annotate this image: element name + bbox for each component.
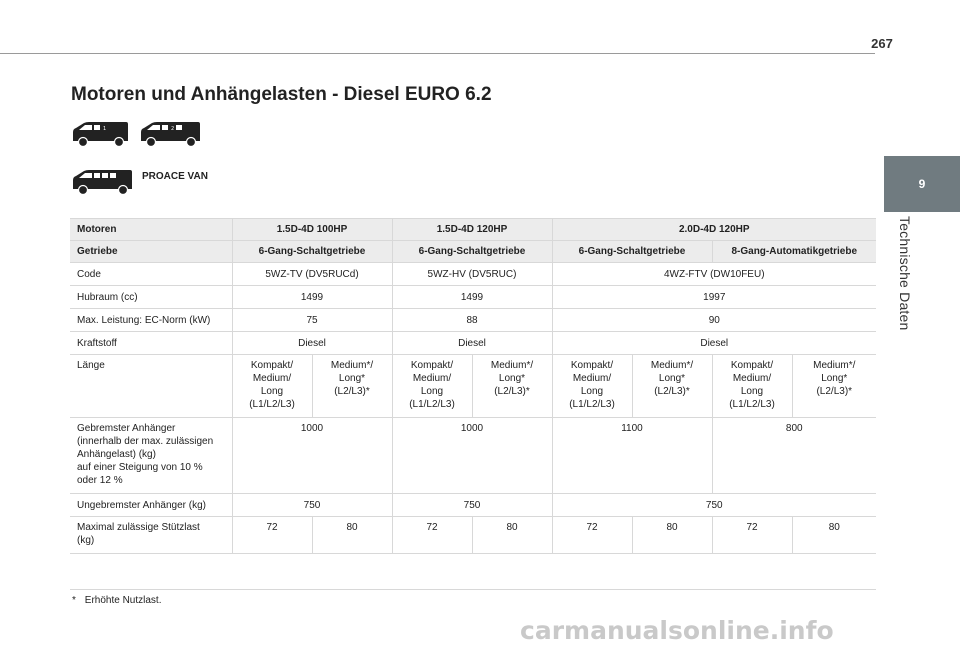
nose-load-row bbox=[70, 517, 876, 554]
code-row bbox=[70, 263, 876, 286]
model-label: PROACE VAN bbox=[142, 171, 208, 182]
length-compact-cell: Kompakt/ Medium/ Long (L1/L2/L3) bbox=[552, 355, 632, 418]
unbraked-trailer-row bbox=[70, 494, 876, 517]
nose-load-cell: 80 bbox=[632, 517, 712, 554]
nose-load-cell: 72 bbox=[392, 517, 472, 554]
fuel-cell: Diesel bbox=[232, 332, 392, 355]
van-long-icon bbox=[138, 120, 202, 148]
row-label: Kraftstoff bbox=[70, 332, 232, 355]
unbraked-trailer-cell: 750 bbox=[232, 494, 392, 517]
power-cell: 75 bbox=[232, 309, 392, 332]
displacement-row bbox=[70, 286, 876, 309]
gearbox-cell: 6-Gang-Schaltgetriebe bbox=[392, 241, 552, 263]
row-label: Getriebe bbox=[70, 241, 232, 263]
displacement-cell: 1997 bbox=[552, 286, 876, 309]
braked-trailer-cell: 800 bbox=[712, 418, 876, 494]
footnote-mark: * bbox=[72, 595, 76, 606]
braked-trailer-row bbox=[70, 418, 876, 494]
top-divider bbox=[0, 53, 875, 54]
footnote bbox=[72, 595, 162, 606]
nose-load-cell: 72 bbox=[232, 517, 312, 554]
engine-cell: 1.5D-4D 120HP bbox=[392, 219, 552, 241]
watermark: carmanualsonline.info bbox=[520, 616, 834, 645]
length-compact-cell: Kompakt/ Medium/ Long (L1/L2/L3) bbox=[392, 355, 472, 418]
footnote-text: Erhöhte Nutzlast. bbox=[84, 595, 162, 606]
engine-specs-table bbox=[70, 218, 876, 554]
length-medium-cell: Medium*/ Long* (L2/L3)* bbox=[312, 355, 392, 418]
code-cell: 5WZ-HV (DV5RUC) bbox=[392, 263, 552, 286]
power-cell: 90 bbox=[552, 309, 876, 332]
braked-trailer-cell: 1100 bbox=[552, 418, 712, 494]
row-label: Gebremster Anhänger (innerhalb der max. zulässigen Anhängelast) (kg) auf einer Steigung von 10 % oder 12 % bbox=[70, 418, 232, 494]
page-number: 267 bbox=[871, 36, 893, 51]
row-label: Maximal zulässige Stützlast (kg) bbox=[70, 517, 232, 554]
power-cell: 88 bbox=[392, 309, 552, 332]
engine-cell: 1.5D-4D 100HP bbox=[232, 219, 392, 241]
length-compact-cell: Kompakt/ Medium/ Long (L1/L2/L3) bbox=[232, 355, 312, 418]
displacement-cell: 1499 bbox=[392, 286, 552, 309]
row-label: Motoren bbox=[70, 219, 232, 241]
length-medium-cell: Medium*/ Long* (L2/L3)* bbox=[792, 355, 876, 418]
nose-load-cell: 72 bbox=[712, 517, 792, 554]
chapter-tab[interactable]: 9 bbox=[884, 156, 960, 212]
van-long-door-icon bbox=[70, 168, 134, 196]
van-short-icon bbox=[70, 120, 130, 148]
row-label: Ungebremster Anhänger (kg) bbox=[70, 494, 232, 517]
length-medium-cell: Medium*/ Long* (L2/L3)* bbox=[632, 355, 712, 418]
nose-load-cell: 72 bbox=[552, 517, 632, 554]
displacement-cell: 1499 bbox=[232, 286, 392, 309]
fuel-cell: Diesel bbox=[392, 332, 552, 355]
fuel-cell: Diesel bbox=[552, 332, 876, 355]
footnote-divider bbox=[70, 589, 876, 590]
power-row bbox=[70, 309, 876, 332]
nose-load-cell: 80 bbox=[792, 517, 876, 554]
gearbox-row bbox=[70, 241, 876, 263]
svg-text:1: 1 bbox=[103, 126, 107, 132]
code-cell: 4WZ-FTV (DW10FEU) bbox=[552, 263, 876, 286]
length-row bbox=[70, 355, 876, 418]
gearbox-cell: 6-Gang-Schaltgetriebe bbox=[232, 241, 392, 263]
unbraked-trailer-cell: 750 bbox=[392, 494, 552, 517]
nose-load-cell: 80 bbox=[312, 517, 392, 554]
row-label: Max. Leistung: EC-Norm (kW) bbox=[70, 309, 232, 332]
length-compact-cell: Kompakt/ Medium/ Long (L1/L2/L3) bbox=[712, 355, 792, 418]
row-label: Hubraum (cc) bbox=[70, 286, 232, 309]
braked-trailer-cell: 1000 bbox=[392, 418, 552, 494]
unbraked-trailer-cell: 750 bbox=[552, 494, 876, 517]
code-cell: 5WZ-TV (DV5RUCd) bbox=[232, 263, 392, 286]
svg-text:2: 2 bbox=[171, 126, 175, 132]
page-title: Motoren und Anhängelasten - Diesel EURO 6.2 bbox=[71, 84, 492, 105]
engines-row bbox=[70, 219, 876, 241]
row-label: Code bbox=[70, 263, 232, 286]
gearbox-cell: 8-Gang-Automatikgetriebe bbox=[712, 241, 876, 263]
row-label: Länge bbox=[70, 355, 232, 418]
fuel-row bbox=[70, 332, 876, 355]
length-medium-cell: Medium*/ Long* (L2/L3)* bbox=[472, 355, 552, 418]
braked-trailer-cell: 1000 bbox=[232, 418, 392, 494]
chapter-title: Technische Daten bbox=[897, 216, 913, 331]
gearbox-cell: 6-Gang-Schaltgetriebe bbox=[552, 241, 712, 263]
engine-cell: 2.0D-4D 120HP bbox=[552, 219, 876, 241]
nose-load-cell: 80 bbox=[472, 517, 552, 554]
